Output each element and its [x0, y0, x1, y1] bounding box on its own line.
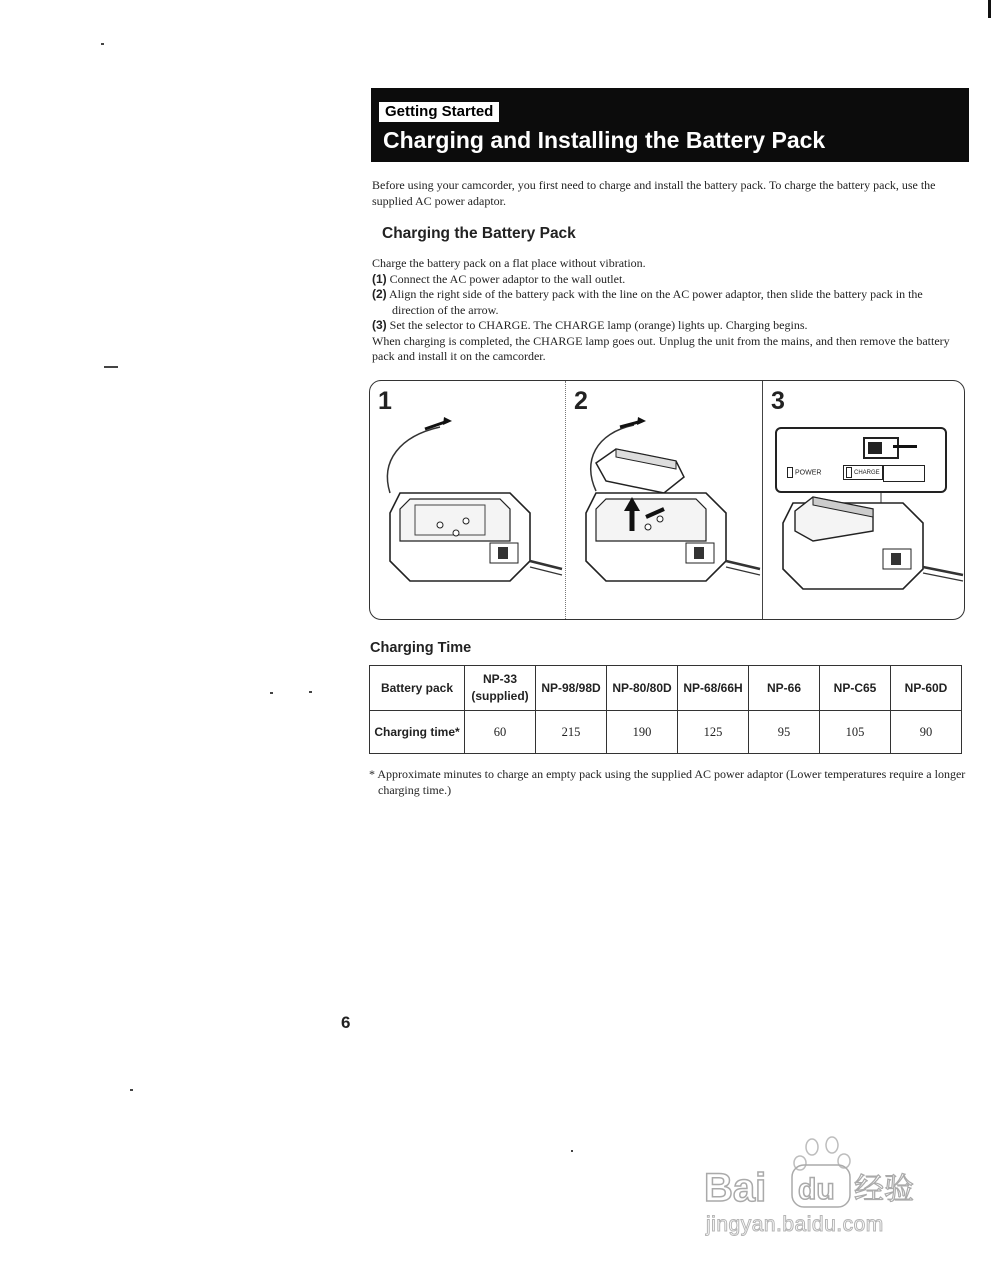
- scan-speck: [270, 692, 273, 694]
- step-3: [372, 318, 967, 334]
- step-2: [372, 287, 967, 318]
- subheading-charging-time: Charging Time: [370, 640, 472, 656]
- power-lamp: [787, 467, 821, 478]
- footnote: * Approximate minutes to charge an empty pack using the supplied AC power adaptor (Lower temperatures require a longer charging time.): [369, 767, 966, 797]
- table-cell: 90: [891, 711, 962, 754]
- illustration-panel-1: [370, 381, 565, 619]
- table-header-cell: NP-60D: [891, 666, 962, 711]
- step-text: Connect the AC power adaptor to the wall outlet.: [389, 271, 626, 286]
- intro-paragraph: Before using your camcorder, you first need to charge and install the battery pack. To charge the battery pack, use the supplied AC power adaptor.: [372, 178, 936, 208]
- charging-illustration: [369, 380, 965, 620]
- scan-speck: [101, 43, 104, 45]
- step-number: (2): [372, 287, 387, 301]
- section-tag: Getting Started: [379, 102, 499, 122]
- selector-switch: [863, 437, 899, 459]
- baidu-watermark: [700, 1135, 940, 1245]
- table-cell: 125: [678, 711, 749, 754]
- page-number: 6: [341, 1013, 351, 1032]
- page-title: Charging and Installing the Battery Pack: [383, 127, 826, 153]
- svg-text:du: du: [798, 1173, 835, 1206]
- adaptor-drawing: [370, 381, 565, 619]
- charging-instructions: [372, 256, 967, 365]
- svg-text:Bai: Bai: [704, 1166, 767, 1210]
- arrow-icon: [893, 445, 917, 448]
- table-header-cell: NP-80/80D: [607, 666, 678, 711]
- charge-label: CHARGE: [854, 470, 880, 477]
- charging-time-table: [369, 665, 962, 754]
- table-header-cell: NP-66: [749, 666, 820, 711]
- table-row: [370, 711, 962, 754]
- panel-number: 3: [771, 387, 785, 415]
- step-number: (1): [372, 271, 387, 286]
- panel-number: 2: [574, 387, 588, 415]
- instruction-lead: Charge the battery pack on a flat place without vibration.: [372, 256, 646, 270]
- charging-unit-drawing: [763, 381, 964, 619]
- table-cell: 215: [536, 711, 607, 754]
- svg-text:经验: 经验: [854, 1172, 914, 1207]
- section-header: [371, 88, 969, 162]
- adaptor-with-battery-drawing: [566, 381, 762, 619]
- power-label: POWER: [795, 469, 822, 477]
- table-header-cell: NP-98/98D: [536, 666, 607, 711]
- subheading-charging: Charging the Battery Pack: [382, 225, 576, 242]
- table-header-cell: NP-33 (supplied): [465, 666, 536, 711]
- step-number: (3): [372, 318, 387, 332]
- table-cell: 190: [607, 711, 678, 754]
- page-edge-mark: [988, 0, 991, 18]
- table-row: [370, 666, 962, 711]
- table-cell: 60: [465, 711, 536, 754]
- table-cell: 105: [820, 711, 891, 754]
- watermark-url: jingyan.baidu.com: [706, 1213, 884, 1236]
- scan-speck: [571, 1150, 573, 1152]
- step-1: [372, 272, 967, 288]
- instruction-after: When charging is completed, the CHARGE lamp goes out. Unplug the unit from the mains, and then remove the battery pack and install it on the camcorder.: [372, 333, 950, 363]
- table-row-header: Battery pack: [370, 666, 465, 711]
- table-cell: 95: [749, 711, 820, 754]
- illustration-panel-3: [763, 381, 964, 619]
- illustration-panel-2: [566, 381, 762, 619]
- step-text: Set the selector to CHARGE. The CHARGE lamp (orange) lights up. Charging begins.: [389, 318, 808, 332]
- charge-lamp: [843, 465, 883, 480]
- table-header-cell: NP-68/66H: [678, 666, 749, 711]
- scan-speck: [104, 366, 118, 368]
- panel-number: 1: [378, 387, 392, 415]
- scan-speck: [309, 691, 312, 693]
- table-header-cell: NP-C65: [820, 666, 891, 711]
- scan-speck: [130, 1089, 133, 1091]
- table-row-header: Charging time*: [370, 711, 465, 754]
- selector-closeup: [775, 427, 947, 493]
- step-text: Align the right side of the battery pack with the line on the AC power adaptor, then slide the battery pack in the direction of the arrow.: [389, 287, 923, 317]
